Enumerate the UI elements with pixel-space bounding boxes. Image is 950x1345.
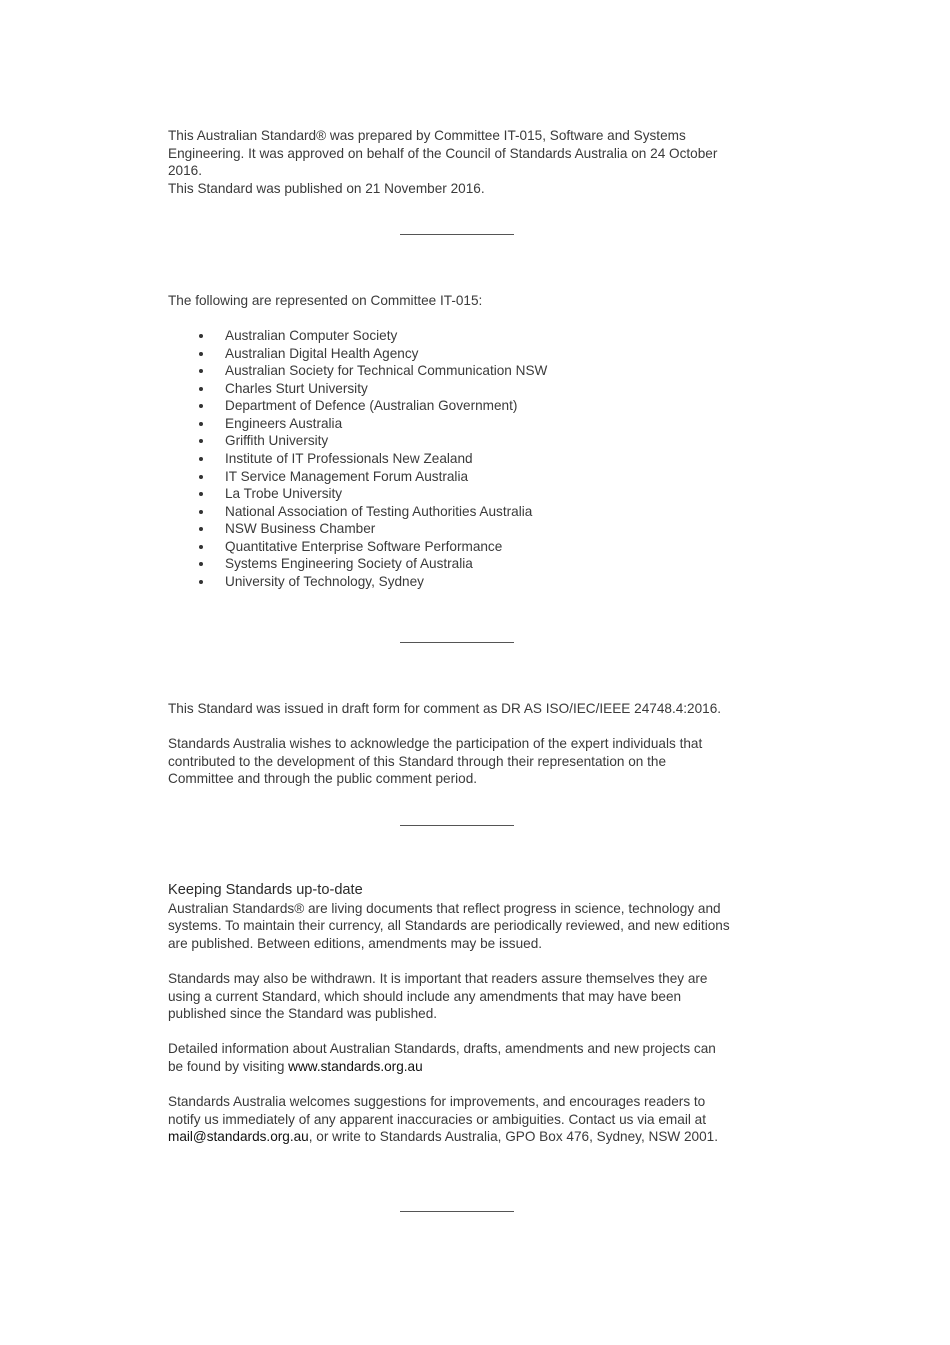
section-heading: Keeping Standards up-to-date	[168, 882, 363, 898]
acknowledgement-line-1: Standards Australia wishes to acknowledge the participation of the expert individuals that	[168, 736, 703, 752]
keeping-p3-line-2	[168, 1058, 768, 1076]
draft-section	[168, 700, 768, 788]
published-date-line: This Standard was published on 21 November 2016.	[168, 180, 485, 196]
preparation-statement	[168, 127, 768, 197]
list-item: Australian Computer Society	[168, 327, 768, 345]
list-item: Australian Digital Health Agency	[168, 345, 768, 363]
visit-text: be found by visiting	[168, 1058, 289, 1074]
draft-issued-statement: This Standard was issued in draft form for comment as DR AS ISO/IEC/IEEE 24748.4:2016.	[168, 701, 722, 716]
list-item: Quantitative Enterprise Software Performance	[168, 538, 768, 556]
list-item: National Association of Testing Authorities Australia	[168, 503, 768, 521]
keeping-p1-line-1: Australian Standards® are living documents that reflect progress in science, technology and	[168, 900, 721, 916]
committee-intro: The following are represented on Committee IT-015:	[168, 293, 483, 308]
acknowledgement-line-2: contributed to the development of this Standard through their representation on the	[168, 753, 667, 769]
keeping-p3-line-1: Detailed information about Australian Standards, drafts, amendments and new projects can	[168, 1041, 716, 1057]
keeping-p2-line-1: Standards may also be withdrawn. It is important that readers assure themselves they are	[168, 970, 708, 986]
keeping-p1-line-3: are published. Between editions, amendments may be issued.	[168, 935, 543, 951]
postal-address-text: , or write to Standards Australia, GPO Box 476, Sydney, NSW 2001.	[308, 1129, 719, 1145]
keeping-p1-line-2: systems. To maintain their currency, all Standards are periodically reviewed, and new editions	[168, 918, 730, 934]
contact-email-link[interactable]: mail@standards.org.au	[168, 1129, 309, 1145]
keeping-p4-line-2: notify us immediately of any apparent inaccuracies or ambiguities. Contact us via email at	[168, 1111, 706, 1127]
keeping-p4-line-1: Standards Australia welcomes suggestions for improvements, and encourages readers to	[168, 1094, 706, 1110]
list-item: University of Technology, Sydney	[168, 573, 768, 591]
committee-member-list	[168, 327, 768, 590]
list-item: Institute of IT Professionals New Zealand	[168, 450, 768, 468]
list-item: Charles Sturt University	[168, 380, 768, 398]
list-item: Department of Defence (Australian Government)	[168, 397, 768, 415]
prep-line-3: 2016.	[168, 163, 203, 179]
list-item: Systems Engineering Society of Australia	[168, 555, 768, 573]
prep-line-2: Engineering. It was approved on behalf of the Council of Standards Australia on 24 October	[168, 145, 718, 161]
list-item: La Trobe University	[168, 485, 768, 503]
list-item: IT Service Management Forum Australia	[168, 468, 768, 486]
section-divider-2	[400, 642, 514, 643]
list-item: Australian Society for Technical Communication NSW	[168, 362, 768, 380]
keeping-p2-line-2: using a current Standard, which should include any amendments that may have been	[168, 988, 682, 1004]
section-divider-1	[400, 234, 514, 235]
keeping-p2-line-3: published since the Standard was published.	[168, 1006, 438, 1022]
acknowledgement-line-3: Committee and through the public comment period.	[168, 771, 478, 787]
standards-website-link[interactable]: www.standards.org.au	[288, 1058, 423, 1074]
section-divider-4	[400, 1211, 514, 1212]
prep-line-1: This Australian Standard® was prepared by Committee IT-015, Software and Systems	[168, 128, 686, 143]
keeping-p4-line-3	[168, 1128, 768, 1146]
list-item: Engineers Australia	[168, 415, 768, 433]
list-item: NSW Business Chamber	[168, 520, 768, 538]
section-divider-3	[400, 825, 514, 826]
keeping-standards-section	[168, 882, 768, 1146]
list-item: Griffith University	[168, 432, 768, 450]
committee-section	[168, 292, 768, 590]
